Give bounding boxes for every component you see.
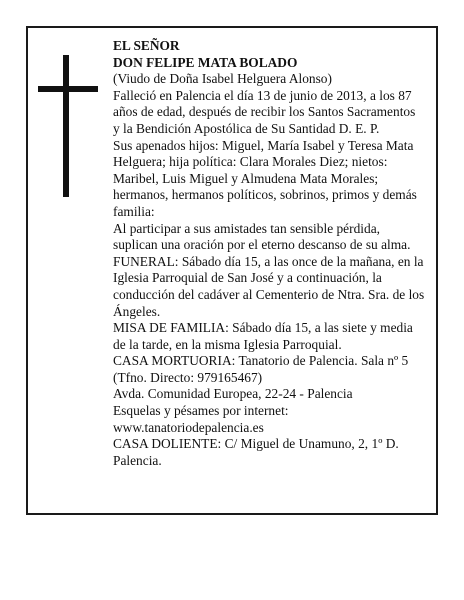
mourning-house-paragraph: CASA DOLIENTE: C/ Miguel de Unamuno, 2, 1º D. Palencia. <box>113 436 399 468</box>
address-line: Avda. Comunidad Europea, 22-24 - Palencia <box>113 386 353 402</box>
cross-vertical-bar <box>63 55 69 197</box>
notice-title: EL SEÑOR <box>113 38 180 53</box>
funeral-home-paragraph: CASA MORTUORIA: Tanatorio de Palencia. Sala nº 5 (Tfno. Directo: 979165467) <box>113 353 409 385</box>
cross-horizontal-bar <box>38 86 98 92</box>
funeral-paragraph: FUNERAL: Sábado día 15, a las once de la mañana, en la Iglesia Parroquial de San José y a continuación, la conducción del cadáver al Cementerio de Ntra. Sra. de los Ángeles. <box>113 253 425 319</box>
death-paragraph: Falleció en Palencia el día 13 de junio de 2013, a los 87 años de edad, después de recibir los Santos Sacramentos y la Bendición Apostólica de Su Santidad D. E. P. <box>113 87 416 136</box>
notice-text <box>113 38 425 469</box>
deceased-name: DON FELIPE MATA BOLADO <box>113 54 298 70</box>
cross-icon <box>38 55 98 197</box>
website-link[interactable]: www.tanatoriodepalencia.es <box>113 419 264 435</box>
request-paragraph: Al participar a sus amistades tan sensible pérdida, suplican una oración por el eterno descanso de su alma. <box>113 220 411 253</box>
family-mass-paragraph: MISA DE FAMILIA: Sábado día 15, a las siete y media de la tarde, en la misma Iglesia Parroquial. <box>113 320 413 352</box>
internet-label: Esquelas y pésames por internet: <box>113 403 289 419</box>
widower-line: (Viudo de Doña Isabel Helguera Alonso) <box>113 71 332 87</box>
family-paragraph: Sus apenados hijos: Miguel, María Isabel y Teresa Mata Helguera; hija política: Clara Morales Diez; nietos: Maribel, Luis Miguel y Almudena Mata Morales; hermanos, hermanos políticos, sobrinos, primos y demás familia: <box>113 137 417 219</box>
